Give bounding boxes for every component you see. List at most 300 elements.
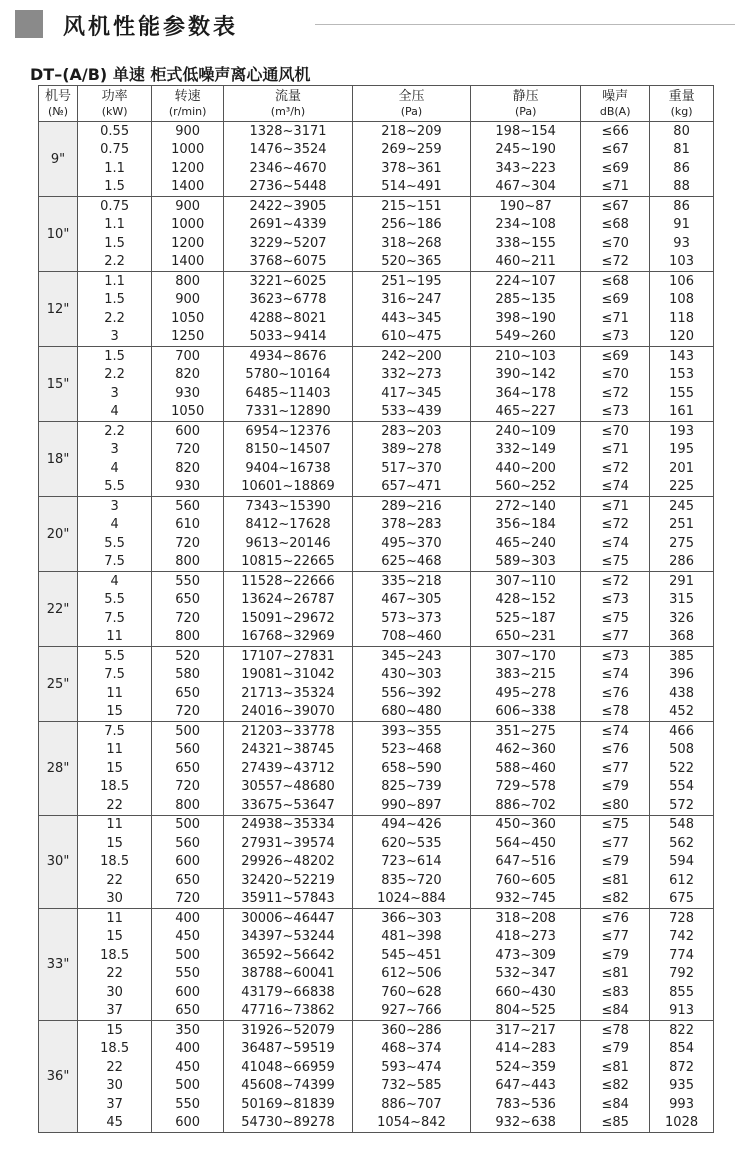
total-pressure-cell: 283~203: [352, 422, 470, 441]
table-row: [39, 759, 714, 778]
total-pressure-cell: 366~303: [352, 909, 470, 928]
table-row: [39, 478, 714, 497]
table-row: [39, 871, 714, 890]
airflow-cell: 8150~14507: [224, 441, 353, 460]
weight-cell: 93: [650, 234, 714, 253]
table-row: [39, 441, 714, 460]
power-cell: 4: [78, 459, 152, 478]
speed-cell: 650: [152, 591, 224, 610]
speed-cell: 1050: [152, 309, 224, 328]
airflow-cell: 4288~8021: [224, 309, 353, 328]
noise-cell: ≤79: [581, 946, 650, 965]
table-row: [39, 666, 714, 685]
weight-cell: 201: [650, 459, 714, 478]
static-pressure-cell: 414~283: [471, 1040, 581, 1059]
table-row: [39, 1114, 714, 1133]
total-pressure-cell: 708~460: [352, 628, 470, 647]
noise-cell: ≤72: [581, 459, 650, 478]
power-cell: 11: [78, 815, 152, 834]
power-cell: 11: [78, 741, 152, 760]
column-label: 全压: [398, 88, 425, 104]
table-row: [39, 890, 714, 909]
power-cell: 5.5: [78, 591, 152, 610]
static-pressure-cell: 307~170: [471, 647, 581, 666]
noise-cell: ≤73: [581, 403, 650, 422]
static-pressure-cell: 473~309: [471, 946, 581, 965]
model-cell: 28": [39, 722, 78, 816]
weight-cell: 86: [650, 197, 714, 216]
total-pressure-cell: 625~468: [352, 553, 470, 572]
weight-cell: 81: [650, 141, 714, 160]
model-cell: 33": [39, 909, 78, 1021]
total-pressure-cell: 345~243: [352, 647, 470, 666]
power-cell: 4: [78, 516, 152, 535]
speed-cell: 700: [152, 347, 224, 366]
noise-cell: ≤67: [581, 197, 650, 216]
speed-cell: 1400: [152, 253, 224, 272]
airflow-cell: 3623~6778: [224, 291, 353, 310]
noise-cell: ≤74: [581, 722, 650, 741]
static-pressure-cell: 190~87: [471, 197, 581, 216]
static-pressure-cell: 364~178: [471, 384, 581, 403]
total-pressure-cell: 612~506: [352, 965, 470, 984]
speed-cell: 650: [152, 1002, 224, 1021]
table-row: [39, 253, 714, 272]
static-pressure-cell: 351~275: [471, 722, 581, 741]
table-row: [39, 422, 714, 441]
speed-cell: 720: [152, 778, 224, 797]
weight-cell: 153: [650, 366, 714, 385]
total-pressure-cell: 495~370: [352, 534, 470, 553]
power-cell: 7.5: [78, 722, 152, 741]
speed-cell: 600: [152, 983, 224, 1002]
speed-cell: 500: [152, 946, 224, 965]
weight-cell: 193: [650, 422, 714, 441]
column-header-static-pressure: [471, 86, 581, 122]
fan-parameter-table: [38, 85, 714, 1133]
noise-cell: ≤78: [581, 703, 650, 722]
speed-cell: 600: [152, 422, 224, 441]
model-cell: 30": [39, 815, 78, 909]
model-cell: 36": [39, 1021, 78, 1133]
weight-cell: 855: [650, 983, 714, 1002]
static-pressure-cell: 245~190: [471, 141, 581, 160]
airflow-cell: 8412~17628: [224, 516, 353, 535]
airflow-cell: 45608~74399: [224, 1077, 353, 1096]
speed-cell: 720: [152, 609, 224, 628]
speed-cell: 350: [152, 1021, 224, 1040]
weight-cell: 155: [650, 384, 714, 403]
speed-cell: 720: [152, 890, 224, 909]
power-cell: 0.75: [78, 141, 152, 160]
speed-cell: 550: [152, 572, 224, 591]
speed-cell: 560: [152, 497, 224, 516]
static-pressure-cell: 783~536: [471, 1095, 581, 1114]
static-pressure-cell: 495~278: [471, 684, 581, 703]
noise-cell: ≤74: [581, 666, 650, 685]
static-pressure-cell: 240~109: [471, 422, 581, 441]
power-cell: 2.2: [78, 253, 152, 272]
weight-cell: 822: [650, 1021, 714, 1040]
total-pressure-cell: 467~305: [352, 591, 470, 610]
airflow-cell: 19081~31042: [224, 666, 353, 685]
static-pressure-cell: 356~184: [471, 516, 581, 535]
speed-cell: 930: [152, 384, 224, 403]
table-row: [39, 534, 714, 553]
static-pressure-cell: 307~110: [471, 572, 581, 591]
static-pressure-cell: 210~103: [471, 347, 581, 366]
table-row: [39, 591, 714, 610]
speed-cell: 1000: [152, 141, 224, 160]
static-pressure-cell: 589~303: [471, 553, 581, 572]
airflow-cell: 27931~39574: [224, 834, 353, 853]
total-pressure-cell: 517~370: [352, 459, 470, 478]
airflow-cell: 9613~20146: [224, 534, 353, 553]
weight-cell: 594: [650, 853, 714, 872]
noise-cell: ≤81: [581, 871, 650, 890]
power-cell: 0.55: [78, 122, 152, 141]
power-cell: 3: [78, 497, 152, 516]
speed-cell: 900: [152, 122, 224, 141]
noise-cell: ≤72: [581, 516, 650, 535]
speed-cell: 650: [152, 684, 224, 703]
total-pressure-cell: 886~707: [352, 1095, 470, 1114]
speed-cell: 610: [152, 516, 224, 535]
static-pressure-cell: 234~108: [471, 216, 581, 235]
static-pressure-cell: 338~155: [471, 234, 581, 253]
static-pressure-cell: 272~140: [471, 497, 581, 516]
airflow-cell: 13624~26787: [224, 591, 353, 610]
static-pressure-cell: 524~359: [471, 1058, 581, 1077]
speed-cell: 1200: [152, 234, 224, 253]
table-row: [39, 272, 714, 291]
noise-cell: ≤71: [581, 497, 650, 516]
table-row: [39, 516, 714, 535]
total-pressure-cell: 573~373: [352, 609, 470, 628]
weight-cell: 225: [650, 478, 714, 497]
airflow-cell: 10815~22665: [224, 553, 353, 572]
total-pressure-cell: 242~200: [352, 347, 470, 366]
power-cell: 1.5: [78, 178, 152, 197]
static-pressure-cell: 564~450: [471, 834, 581, 853]
total-pressure-cell: 332~273: [352, 366, 470, 385]
speed-cell: 400: [152, 909, 224, 928]
column-label: 流量: [274, 88, 301, 104]
total-pressure-cell: 417~345: [352, 384, 470, 403]
column-header-airflow: [224, 86, 353, 122]
column-unit: (r/min): [168, 104, 207, 118]
static-pressure-cell: 460~211: [471, 253, 581, 272]
power-cell: 11: [78, 628, 152, 647]
total-pressure-cell: 620~535: [352, 834, 470, 853]
header-row: [39, 86, 714, 122]
table-row: [39, 216, 714, 235]
weight-cell: 291: [650, 572, 714, 591]
power-cell: 18.5: [78, 1040, 152, 1059]
power-cell: 11: [78, 909, 152, 928]
weight-cell: 91: [650, 216, 714, 235]
column-unit: dB(A): [599, 104, 631, 118]
power-cell: 18.5: [78, 946, 152, 965]
total-pressure-cell: 494~426: [352, 815, 470, 834]
table-row: [39, 141, 714, 160]
power-cell: 15: [78, 1021, 152, 1040]
airflow-cell: 11528~22666: [224, 572, 353, 591]
static-pressure-cell: 198~154: [471, 122, 581, 141]
static-pressure-cell: 647~516: [471, 853, 581, 872]
weight-cell: 522: [650, 759, 714, 778]
airflow-cell: 32420~52219: [224, 871, 353, 890]
speed-cell: 550: [152, 965, 224, 984]
airflow-cell: 21713~35324: [224, 684, 353, 703]
table-row: [39, 609, 714, 628]
column-header-noise: [581, 86, 650, 122]
power-cell: 37: [78, 1095, 152, 1114]
noise-cell: ≤82: [581, 1077, 650, 1096]
speed-cell: 720: [152, 441, 224, 460]
airflow-cell: 1476~3524: [224, 141, 353, 160]
airflow-cell: 24321~38745: [224, 741, 353, 760]
table-row: [39, 403, 714, 422]
speed-cell: 650: [152, 759, 224, 778]
static-pressure-cell: 886~702: [471, 796, 581, 815]
speed-cell: 800: [152, 628, 224, 647]
noise-cell: ≤85: [581, 1114, 650, 1133]
airflow-cell: 30557~48680: [224, 778, 353, 797]
model-cell: 22": [39, 572, 78, 647]
noise-cell: ≤81: [581, 1058, 650, 1077]
noise-cell: ≤78: [581, 1021, 650, 1040]
table-row: [39, 234, 714, 253]
noise-cell: ≤68: [581, 272, 650, 291]
static-pressure-cell: 440~200: [471, 459, 581, 478]
model-cell: 18": [39, 422, 78, 497]
weight-cell: 286: [650, 553, 714, 572]
airflow-cell: 2691~4339: [224, 216, 353, 235]
speed-cell: 550: [152, 1095, 224, 1114]
noise-cell: ≤83: [581, 983, 650, 1002]
static-pressure-cell: 647~443: [471, 1077, 581, 1096]
weight-cell: 728: [650, 909, 714, 928]
weight-cell: 396: [650, 666, 714, 685]
total-pressure-cell: 318~268: [352, 234, 470, 253]
power-cell: 1.1: [78, 272, 152, 291]
table-row: [39, 309, 714, 328]
model-cell: 9": [39, 122, 78, 197]
noise-cell: ≤81: [581, 965, 650, 984]
static-pressure-cell: 465~227: [471, 403, 581, 422]
static-pressure-cell: 428~152: [471, 591, 581, 610]
column-unit: (kW): [101, 104, 128, 118]
column-label: 转速: [174, 88, 201, 104]
power-cell: 15: [78, 928, 152, 947]
total-pressure-cell: 378~361: [352, 159, 470, 178]
table-row: [39, 366, 714, 385]
noise-cell: ≤75: [581, 815, 650, 834]
table-row: [39, 815, 714, 834]
weight-cell: 438: [650, 684, 714, 703]
airflow-cell: 7331~12890: [224, 403, 353, 422]
weight-cell: 385: [650, 647, 714, 666]
speed-cell: 600: [152, 853, 224, 872]
static-pressure-cell: 224~107: [471, 272, 581, 291]
speed-cell: 900: [152, 197, 224, 216]
weight-cell: 195: [650, 441, 714, 460]
power-cell: 5.5: [78, 478, 152, 497]
noise-cell: ≤79: [581, 778, 650, 797]
noise-cell: ≤70: [581, 234, 650, 253]
noise-cell: ≤70: [581, 422, 650, 441]
noise-cell: ≤68: [581, 216, 650, 235]
table-row: [39, 965, 714, 984]
speed-cell: 820: [152, 366, 224, 385]
power-cell: 15: [78, 703, 152, 722]
total-pressure-cell: 723~614: [352, 853, 470, 872]
noise-cell: ≤79: [581, 1040, 650, 1059]
weight-cell: 675: [650, 890, 714, 909]
weight-cell: 315: [650, 591, 714, 610]
airflow-cell: 4934~8676: [224, 347, 353, 366]
noise-cell: ≤84: [581, 1002, 650, 1021]
speed-cell: 500: [152, 722, 224, 741]
column-label: 噪声: [602, 88, 629, 104]
table-row: [39, 722, 714, 741]
static-pressure-cell: 317~217: [471, 1021, 581, 1040]
power-cell: 1.5: [78, 291, 152, 310]
power-cell: 4: [78, 572, 152, 591]
power-cell: 3: [78, 441, 152, 460]
power-cell: 2.2: [78, 309, 152, 328]
power-cell: 2.2: [78, 366, 152, 385]
speed-cell: 900: [152, 291, 224, 310]
static-pressure-cell: 606~338: [471, 703, 581, 722]
total-pressure-cell: 378~283: [352, 516, 470, 535]
table-row: [39, 384, 714, 403]
total-pressure-cell: 335~218: [352, 572, 470, 591]
total-pressure-cell: 990~897: [352, 796, 470, 815]
weight-cell: 792: [650, 965, 714, 984]
speed-cell: 1050: [152, 403, 224, 422]
total-pressure-cell: 360~286: [352, 1021, 470, 1040]
total-pressure-cell: 393~355: [352, 722, 470, 741]
weight-cell: 612: [650, 871, 714, 890]
total-pressure-cell: 825~739: [352, 778, 470, 797]
model-cell: 15": [39, 347, 78, 422]
table-row: [39, 328, 714, 347]
column-label: 重量: [668, 88, 695, 104]
noise-cell: ≤69: [581, 291, 650, 310]
total-pressure-cell: 732~585: [352, 1077, 470, 1096]
noise-cell: ≤75: [581, 609, 650, 628]
model-cell: 25": [39, 647, 78, 722]
total-pressure-cell: 218~209: [352, 122, 470, 141]
table-row: [39, 946, 714, 965]
speed-cell: 800: [152, 796, 224, 815]
weight-cell: 275: [650, 534, 714, 553]
page-header: [15, 8, 735, 40]
table-row: [39, 1002, 714, 1021]
static-pressure-cell: 450~360: [471, 815, 581, 834]
power-cell: 30: [78, 1077, 152, 1096]
page-title: 风机性能参数表: [63, 15, 239, 40]
column-header-speed: [152, 86, 224, 122]
weight-cell: 251: [650, 516, 714, 535]
airflow-cell: 2346~4670: [224, 159, 353, 178]
speed-cell: 1000: [152, 216, 224, 235]
weight-cell: 554: [650, 778, 714, 797]
column-header-model: [39, 86, 78, 122]
power-cell: 22: [78, 796, 152, 815]
airflow-cell: 24016~39070: [224, 703, 353, 722]
noise-cell: ≤69: [581, 347, 650, 366]
total-pressure-cell: 657~471: [352, 478, 470, 497]
table-row: [39, 197, 714, 216]
static-pressure-cell: 462~360: [471, 741, 581, 760]
power-cell: 5.5: [78, 534, 152, 553]
airflow-cell: 33675~53647: [224, 796, 353, 815]
airflow-cell: 35911~57843: [224, 890, 353, 909]
noise-cell: ≤73: [581, 328, 650, 347]
table-row: [39, 1095, 714, 1114]
airflow-cell: 27439~43712: [224, 759, 353, 778]
airflow-cell: 3221~6025: [224, 272, 353, 291]
speed-cell: 500: [152, 1077, 224, 1096]
noise-cell: ≤84: [581, 1095, 650, 1114]
power-cell: 7.5: [78, 609, 152, 628]
static-pressure-cell: 532~347: [471, 965, 581, 984]
total-pressure-cell: 760~628: [352, 983, 470, 1002]
total-pressure-cell: 468~374: [352, 1040, 470, 1059]
airflow-cell: 9404~16738: [224, 459, 353, 478]
airflow-cell: 3229~5207: [224, 234, 353, 253]
column-header-power: [78, 86, 152, 122]
weight-cell: 742: [650, 928, 714, 947]
airflow-cell: 34397~53244: [224, 928, 353, 947]
static-pressure-cell: 804~525: [471, 1002, 581, 1021]
static-pressure-cell: 729~578: [471, 778, 581, 797]
static-pressure-cell: 588~460: [471, 759, 581, 778]
weight-cell: 935: [650, 1077, 714, 1096]
noise-cell: ≤82: [581, 890, 650, 909]
speed-cell: 720: [152, 534, 224, 553]
table-row: [39, 778, 714, 797]
table-row: [39, 122, 714, 141]
noise-cell: ≤79: [581, 853, 650, 872]
airflow-cell: 5033~9414: [224, 328, 353, 347]
table-row: [39, 983, 714, 1002]
airflow-cell: 5780~10164: [224, 366, 353, 385]
weight-cell: 508: [650, 741, 714, 760]
total-pressure-cell: 927~766: [352, 1002, 470, 1021]
noise-cell: ≤80: [581, 796, 650, 815]
total-pressure-cell: 520~365: [352, 253, 470, 272]
total-pressure-cell: 1054~842: [352, 1114, 470, 1133]
noise-cell: ≤72: [581, 384, 650, 403]
power-cell: 22: [78, 1058, 152, 1077]
weight-cell: 913: [650, 1002, 714, 1021]
column-unit: (Pa): [400, 104, 423, 118]
total-pressure-cell: 556~392: [352, 684, 470, 703]
table-row: [39, 178, 714, 197]
power-cell: 45: [78, 1114, 152, 1133]
noise-cell: ≤76: [581, 684, 650, 703]
speed-cell: 930: [152, 478, 224, 497]
static-pressure-cell: 465~240: [471, 534, 581, 553]
power-cell: 18.5: [78, 778, 152, 797]
weight-cell: 368: [650, 628, 714, 647]
noise-cell: ≤74: [581, 534, 650, 553]
table-row: [39, 1077, 714, 1096]
